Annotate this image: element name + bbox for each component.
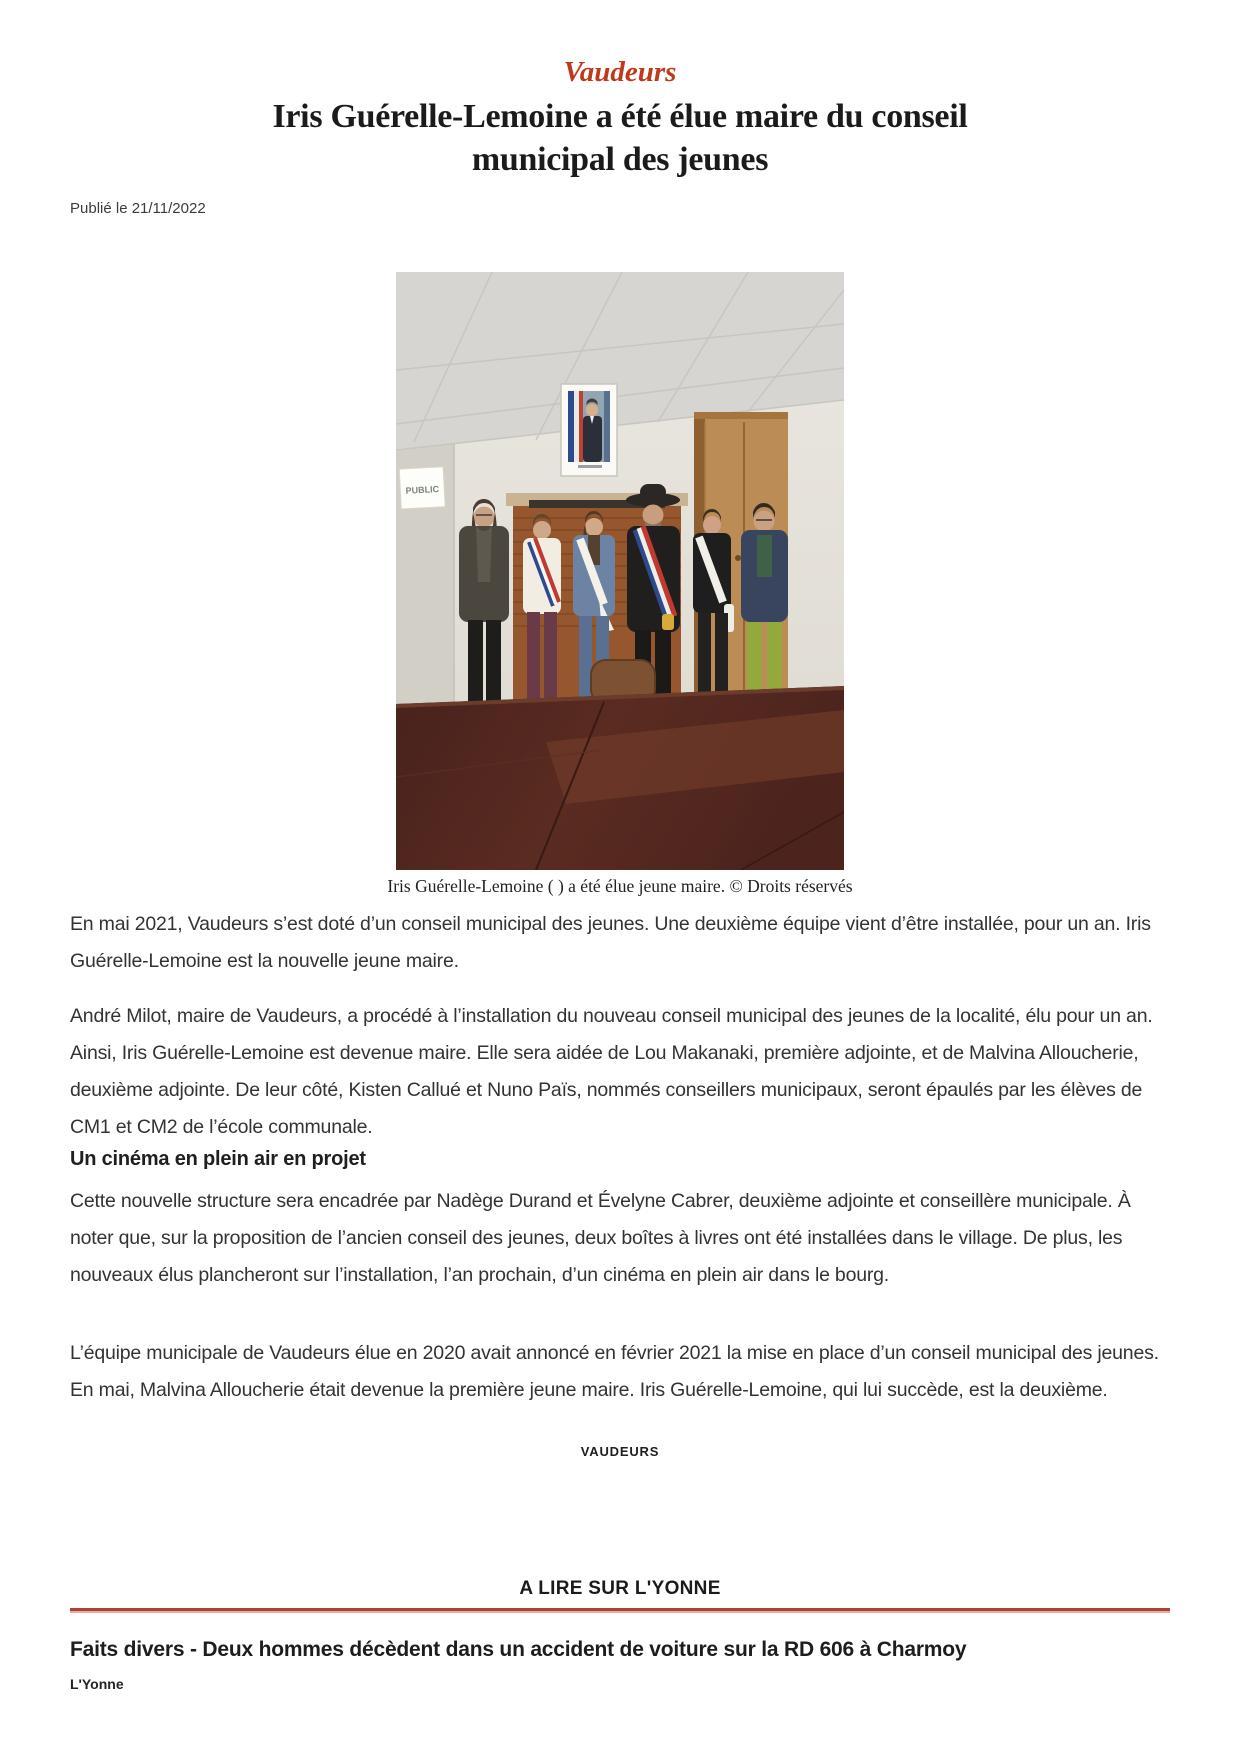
conference-table	[396, 686, 844, 870]
publish-date: Publié le 21/11/2022	[70, 200, 206, 217]
public-sign	[399, 467, 445, 509]
related-article-link[interactable]: Faits divers - Deux hommes décèdent dans un accident de voiture sur la RD 606 à Charmoy	[70, 1638, 967, 1661]
article-paragraph-1: André Milot, maire de Vaudeurs, a procédé à l’installation du nouveau conseil municipal des jeunes de la localité, élu pour un an. Ainsi, Iris Guérelle-Lemoine est devenue maire. Elle sera aidée de Lou Makanaki, première adjointe, et de Malvina Alloucherie, deuxième adjointe. De leur côté, Kisten Callué et Nuno Païs, nommés conseillers municipaux, seront épaulés par les élèves de CM1 et CM2 de l’école communale.	[70, 1005, 1153, 1138]
photo-caption: Iris Guérelle-Lemoine ( ) a été élue jeune maire. © Droits réservés	[387, 876, 853, 896]
public-sign-text: PUBLIC	[405, 484, 440, 496]
related-section-title: A LIRE SUR L'YONNE	[519, 1578, 721, 1599]
related-article-source: L'Yonne	[70, 1676, 124, 1692]
article-lede: En mai 2021, Vaudeurs s’est doté d’un conseil municipal des jeunes. Une deuxième équipe vient d’être installée, pour un an. Iris Guérelle-Lemoine est la nouvelle jeune maire.	[70, 913, 1151, 972]
article-headline: Iris Guérelle-Lemoine a été élue maire du conseil municipal des jeunes	[272, 98, 968, 178]
related-divider-line	[70, 1608, 1170, 1613]
article-paragraph-3: L’équipe municipale de Vaudeurs élue en 2020 avait annoncé en février 2021 la mise en place d’un conseil municipal des jeunes. En mai, Malvina Alloucherie était devenue la première jeune maire. Iris Guérelle-Lemoine, qui lui succède, est la deuxième.	[70, 1342, 1159, 1401]
article-subhead: Un cinéma en plein air en projet	[70, 1148, 366, 1170]
article-paragraph-2: Cette nouvelle structure sera encadrée par Nadège Durand et Évelyne Cabrer, deuxième adjointe et conseillère municipale. À noter que, sur la proposition de l’ancien conseil des jeunes, deux boîtes à livres ont été installées dans le village. De plus, les nouveaux élus plancheront sur l’installation, l’an prochain, d’un cinéma en plein air dans le bourg.	[70, 1190, 1131, 1286]
photo-illustration	[396, 272, 844, 870]
president-portrait	[561, 384, 617, 476]
article-location-tag[interactable]: VAUDEURS	[580, 1444, 660, 1459]
section-kicker[interactable]: Vaudeurs	[563, 56, 677, 88]
article-photo	[396, 272, 844, 870]
